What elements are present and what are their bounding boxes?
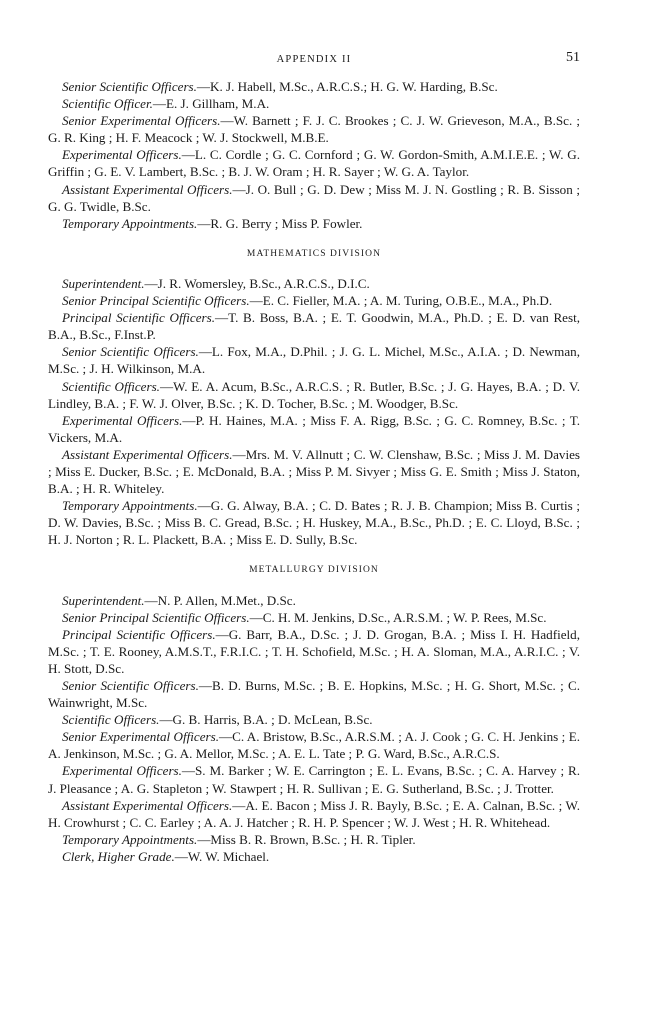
staff-entry [48,592,580,609]
grade-title: Temporary Appointments. [62,831,198,847]
metallurgy-division-heading: METALLURGY DIVISION [249,565,379,576]
staff-names: —Mrs. M. V. Allnutt ; C. W. Clenshaw, B.Sc. ; Miss J. M. Davies ; Miss E. Ducker, B.Sc. ; E. McDonald, B.A. ; Miss P. M. Sivyer ; Miss G. E. Smith ; Miss J. Staton, B.A. ; H. R. Whiteley. [48,446,580,497]
staff-entry [48,309,580,343]
staff-entry [48,215,580,232]
staff-names: —W. E. A. Acum, B.Sc., A.R.C.S. ; R. Butler, B.Sc. ; J. G. Hayes, B.A. ; D. V. Lindley, B.A. ; F. W. J. Olver, B.Sc. ; K. D. Tocher, B.Sc. ; M. Woodger, B.Sc. [48,378,581,411]
grade-title: Senior Experimental Officers. [62,113,221,129]
staff-names: —C. A. Bristow, B.Sc., A.R.S.M. ; A. J. Cook ; G. C. H. Jenkins ; E. A. Jenkinson, M.Sc. ; G. A. Mellor, M.Sc. ; A. E. L. Tate ; P. G. Ward, B.Sc., A.R.C.S. [48,729,580,762]
page-number: 51 [566,50,580,65]
staff-names: —T. B. Boss, B.A. ; E. T. Goodwin, M.A., Ph.D. ; E. D. van Rest, B.A., B.Sc., F.Inst.P. [48,310,580,343]
staff-names: —B. D. Burns, M.Sc. ; B. E. Hopkins, M.Sc. ; H. G. Short, M.Sc. ; C. Wainwright, M.Sc. [48,678,580,711]
staff-entry [48,343,580,377]
staff-names: —G. G. Alway, B.A. ; C. D. Bates ; R. J. B. Champion; Miss B. Curtis ; D. W. Davies, B.Sc. ; Miss B. C. Gread, B.Sc. ; H. Huskey, M.A., B.Sc., Ph.D. ; E. C. Lloyd, B.Sc. ; H. J. Norton ; R. L. Plackett, B.A. ; Miss E. D. Sully, B.Sc. [48,498,580,548]
staff-entry [48,181,580,215]
grade-title: Experimental Officers. [62,763,182,779]
staff-entry [48,762,580,796]
staff-entry [48,497,580,548]
grade-title: Senior Principal Scientific Officers. [62,609,250,625]
staff-names: —J. O. Bull ; G. D. Dew ; Miss M. J. N. Gostling ; R. B. Sisson ; G. G. Twidle, B.Sc. [48,181,580,214]
staff-entry [48,609,580,626]
staff-names: —Miss B. R. Brown, B.Sc. ; H. R. Tipler. [197,831,416,847]
staff-entry [48,78,580,95]
intro-staff-list [48,78,580,232]
staff-names: —G. B. Harris, B.A. ; D. McLean, B.Sc. [159,712,373,728]
grade-title: Senior Experimental Officers. [62,729,220,745]
grade-title: Scientific Officers. [62,712,160,728]
grade-title: Senior Scientific Officers. [62,344,199,360]
staff-names: —L. Fox, M.A., D.Phil. ; J. G. L. Michel, M.Sc., A.I.A. ; D. Newman, M.Sc. ; J. H. Wilkinson, M.A. [48,344,580,377]
grade-title: Senior Scientific Officers. [62,79,197,94]
staff-entry [48,112,580,146]
grade-title: Temporary Appointments. [62,498,198,514]
staff-names: —N. P. Allen, M.Met., D.Sc. [144,592,296,608]
page-header [48,50,580,70]
grade-title: Assistant Experimental Officers. [62,797,233,813]
staff-entry [48,275,580,292]
grade-title: Superintendent. [62,275,145,291]
grade-title: Principal Scientific Officers. [62,626,216,642]
running-title: APPENDIX II [276,54,352,65]
grade-title: Principal Scientific Officers. [62,310,215,326]
staff-entry [48,848,580,865]
staff-names: —A. E. Bacon ; Miss J. R. Bayly, B.Sc. ; E. A. Calnan, B.Sc. ; W. H. Crowhurst ; C. C. Earley ; A. A. J. Hatcher ; R. H. P. Spencer ; W. J. West ; H. R. Whitehead. [48,797,580,830]
staff-names: —C. H. M. Jenkins, D.Sc., A.R.S.M. ; W. P. Rees, M.Sc. [249,609,547,625]
staff-names: —P. H. Haines, M.A. ; Miss F. A. Rigg, B.Sc. ; G. C. Romney, B.Sc. ; T. Vickers, M.A. [48,412,580,445]
staff-entry [48,626,580,677]
staff-names: —J. R. Womersley, B.Sc., A.R.C.S., D.I.C. [144,275,370,291]
metallurgy-staff-list [48,592,580,866]
staff-names: —S. M. Barker ; W. E. Carrington ; E. L. Evans, B.Sc. ; C. A. Harvey ; R. J. Pleasance ; A. G. Stapleton ; W. Stawpert ; H. R. Sullivan ; E. G. Sutherland, B.Sc. ; J. Trotter. [48,763,580,796]
staff-names: —R. G. Berry ; Miss P. Fowler. [197,215,363,231]
staff-entry [48,677,580,711]
staff-entry [48,378,580,412]
mathematics-staff-list [48,275,580,549]
staff-entry [48,711,580,728]
grade-title: Superintendent. [62,592,145,608]
grade-title: Assistant Experimental Officers. [62,446,233,462]
grade-title: Clerk, Higher Grade. [62,848,175,864]
staff-entry [48,728,580,762]
grade-title: Senior Principal Scientific Officers. [62,293,250,309]
grade-title: Experimental Officers. [62,412,183,428]
page-body [48,78,580,865]
staff-entry [48,412,580,446]
staff-names: —K. J. Habell, M.Sc., A.R.C.S.; H. G. W. Harding, B.Sc. [196,79,498,94]
staff-entry [48,292,580,309]
staff-names: —L. C. Cordle ; G. C. Cornford ; G. W. Gordon-Smith, A.M.I.E.E. ; W. G. Griffin ; G. E. V. Lambert, B.Sc. ; B. J. W. Oram ; H. R. Sayer ; W. G. A. Taylor. [48,147,580,180]
staff-entry [48,146,580,180]
grade-title: Assistant Experimental Officers. [62,181,233,197]
grade-title: Senior Scientific Officers. [62,678,199,693]
grade-title: Scientific Officers. [62,378,160,394]
staff-names: —W. W. Michael. [174,848,270,864]
staff-entry [48,446,580,497]
staff-entry [48,95,580,112]
grade-title: Scientific Officer. [62,96,153,112]
mathematics-division-heading: MATHEMATICS DIVISION [246,248,382,259]
grade-title: Experimental Officers. [62,147,182,163]
staff-names: —G. Barr, B.A., D.Sc. ; J. D. Grogan, B.A. ; Miss I. H. Hadfield, M.Sc. ; T. E. Rooney, A.M.S.T., F.R.I.C. ; T. H. Schofield, M.Sc. ; H. A. Sloman, M.A., A.R.I.C. ; V. H. Stott, D.Sc. [48,626,580,676]
staff-entry [48,831,580,848]
staff-names: —E. J. Gillham, M.A. [152,96,270,112]
staff-names: —E. C. Fieller, M.A. ; A. M. Turing, O.B.E., M.A., Ph.D. [249,293,553,309]
staff-entry [48,797,580,831]
staff-names: —W. Barnett ; F. J. C. Brookes ; C. J. W. Grieveson, M.A., B.Sc. ; G. R. King ; H. F. Meacock ; W. J. Stockwell, M.B.E. [48,113,580,146]
grade-title: Temporary Appointments. [62,215,198,231]
